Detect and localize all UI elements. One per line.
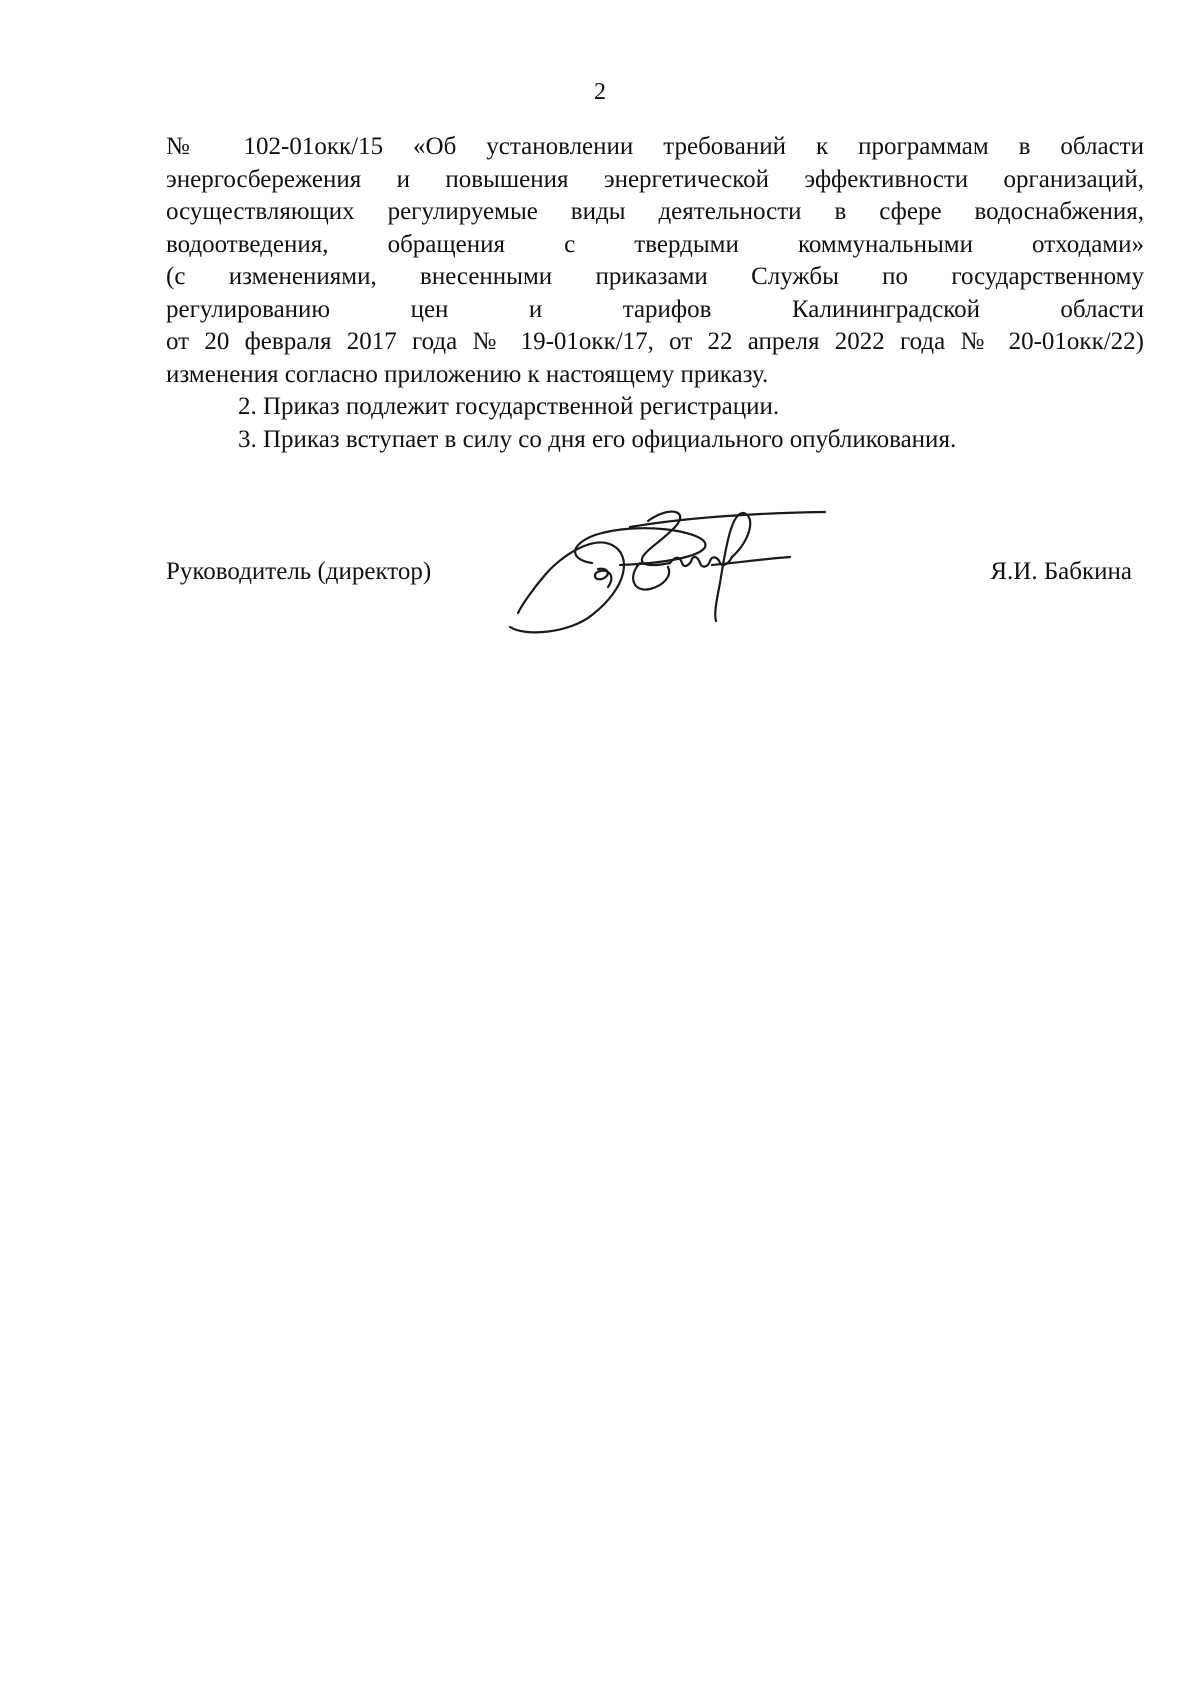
paragraph-line: № 102-01окк/15 «Об установлении требований к программам в области (166, 133, 1144, 160)
document-body (166, 131, 1144, 456)
list-item: 3. Приказ вступает в силу со дня его официального опубликования. (238, 425, 957, 453)
paragraph-line: от 20 февраля 2017 года № 19-01окк/17, от 22 апреля 2022 года № 20-01окк/22) (166, 328, 1144, 355)
handwritten-signature (500, 505, 880, 645)
paragraph-line: изменения согласно приложению к настоящему приказу. (166, 360, 769, 388)
signer-position: Руководитель (директор) (166, 558, 432, 585)
list-item: 2. Приказ подлежит государственной регистрации. (238, 393, 780, 420)
paragraph-line: водоотведения, обращения с твердыми коммунальными отходами» (166, 230, 1144, 258)
paragraph-line: осуществляющих регулируемые виды деятельности в сфере водоснабжения, (166, 198, 1144, 225)
paragraph-line: энергосбережения и повышения энергетической эффективности организаций, (166, 165, 1144, 193)
page-number: 2 (594, 79, 606, 105)
signer-name: Я.И. Бабкина (990, 558, 1132, 585)
paragraph-line: (с изменениями, внесенными приказами Службы по государственному (166, 263, 1144, 290)
paragraph-line: регулированию цен и тарифов Калининградской области (166, 295, 1144, 323)
